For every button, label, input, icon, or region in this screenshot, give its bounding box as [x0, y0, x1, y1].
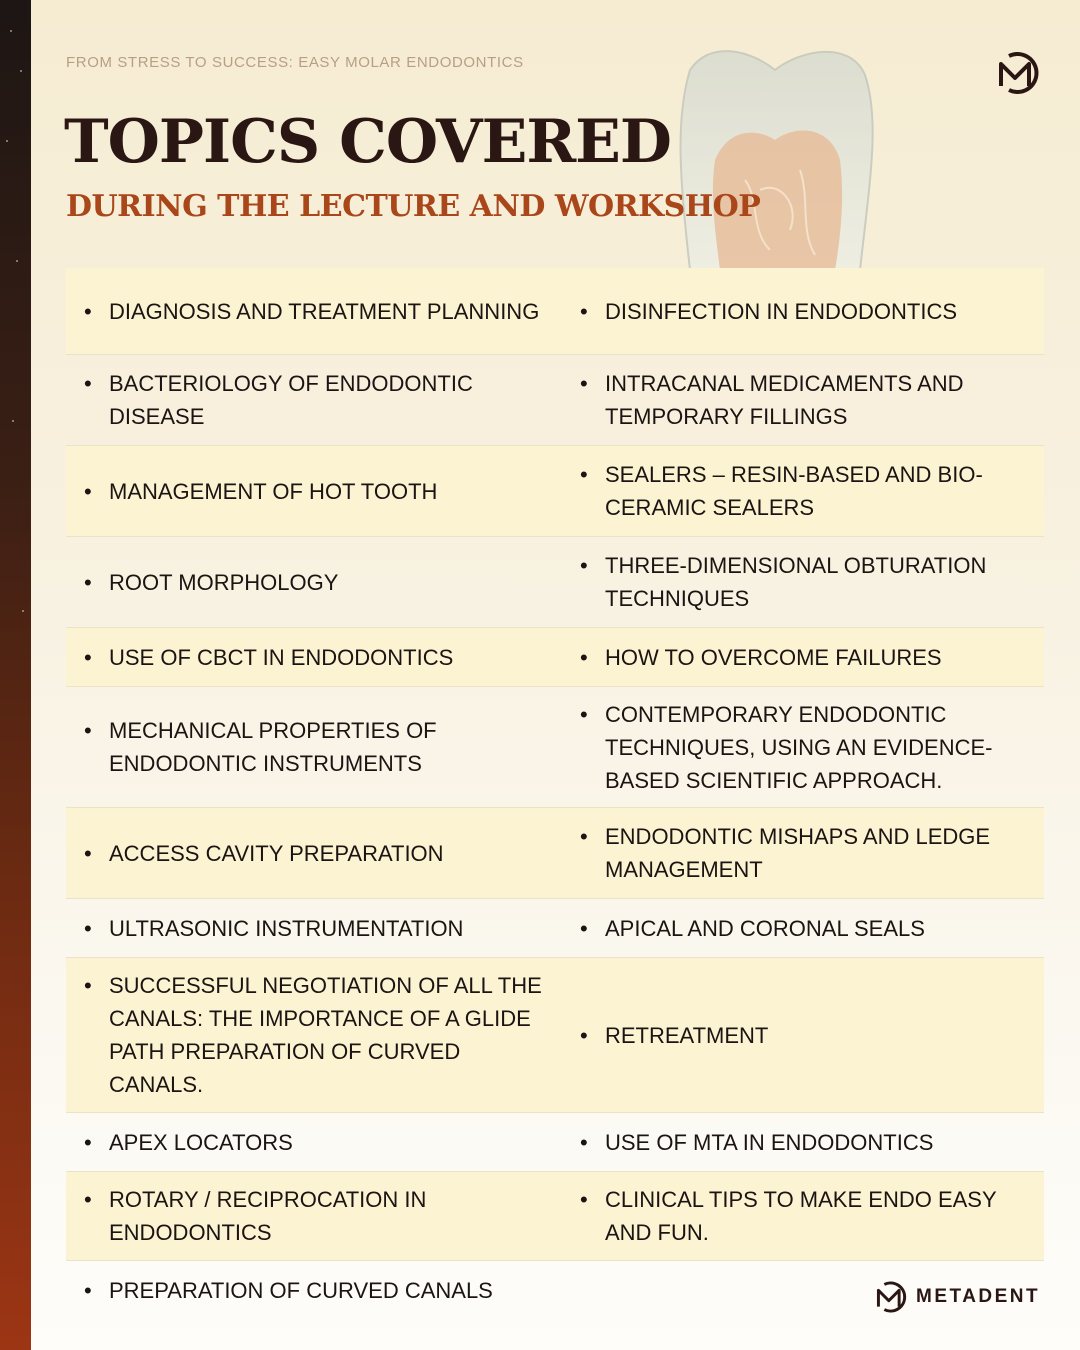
bullet-icon: • — [84, 569, 92, 595]
topic-text: APEX LOCATORS — [109, 1129, 293, 1155]
topic-text: USE OF MTA IN ENDODONTICS — [605, 1129, 934, 1155]
topic-cell-right — [576, 367, 1044, 433]
topic-text: MANAGEMENT OF HOT TOOTH — [109, 478, 438, 504]
bullet-icon: • — [84, 298, 92, 324]
topic-cell-left — [66, 367, 576, 433]
topic-text: CLINICAL TIPS TO MAKE ENDO EASY AND FUN. — [605, 1187, 997, 1245]
topic-cell-left — [66, 641, 576, 674]
topic-text: BACTERIOLOGY OF ENDODONTIC DISEASE — [109, 371, 473, 429]
brand-footer — [874, 1280, 1040, 1314]
bullet-icon: • — [580, 701, 588, 727]
topic-cell-left — [66, 475, 576, 508]
topic-cell-left — [66, 1274, 576, 1307]
topic-cell-left — [66, 912, 576, 945]
topic-row — [66, 1113, 1044, 1172]
topic-text: DISINFECTION IN ENDODONTICS — [605, 298, 958, 324]
topic-cell-right — [576, 912, 1044, 945]
topic-text: ROOT MORPHOLOGY — [109, 569, 339, 595]
bullet-icon: • — [84, 718, 92, 743]
bullet-icon: • — [580, 1129, 588, 1155]
bullet-icon: • — [580, 644, 588, 670]
topic-row — [66, 1172, 1044, 1261]
topic-cell-right — [576, 820, 1044, 886]
topic-row — [66, 628, 1044, 687]
topic-row — [66, 899, 1044, 958]
bullet-icon: • — [84, 1187, 92, 1212]
metadent-footer-icon — [874, 1280, 908, 1314]
topic-cell-left — [66, 566, 576, 599]
bullet-icon: • — [84, 915, 92, 941]
bullet-icon: • — [580, 915, 588, 941]
topic-row — [66, 537, 1044, 628]
topic-text: ENDODONTIC MISHAPS AND LEDGE MANAGEMENT — [605, 824, 991, 882]
topic-cell-right — [576, 295, 1044, 328]
topic-cell-left — [66, 714, 576, 780]
topic-text: RETREATMENT — [605, 1022, 769, 1048]
metadent-logo-icon — [995, 50, 1041, 96]
topic-cell-right — [576, 458, 1044, 524]
bullet-icon: • — [580, 553, 588, 578]
topic-row — [66, 446, 1044, 537]
topic-row — [66, 268, 1044, 355]
bullet-icon: • — [84, 1129, 92, 1155]
topic-row — [66, 687, 1044, 808]
side-accent-strip — [0, 0, 31, 1350]
page-title: TOPICS COVERED — [64, 107, 671, 177]
bullet-icon: • — [84, 644, 92, 670]
topic-cell-left — [66, 1126, 576, 1159]
topic-cell-right — [576, 1019, 1044, 1052]
topic-cell-right — [576, 1126, 1044, 1159]
topic-text: APICAL AND CORONAL SEALS — [605, 915, 925, 941]
topic-cell-left — [66, 837, 576, 870]
topic-text: ROTARY / RECIPROCATION IN ENDODONTICS — [109, 1187, 427, 1245]
tooth-illustration — [650, 30, 900, 270]
bullet-icon: • — [84, 371, 92, 396]
bullet-icon: • — [580, 462, 588, 487]
bullet-icon: • — [84, 1277, 92, 1303]
bullet-icon: • — [84, 973, 92, 998]
topic-cell-right — [576, 1183, 1044, 1249]
topic-text: ACCESS CAVITY PREPARATION — [109, 840, 444, 866]
bullet-icon: • — [580, 371, 588, 396]
topic-row — [66, 355, 1044, 446]
brand-name: METADENT — [916, 1286, 1041, 1307]
topic-text: DIAGNOSIS AND TREATMENT PLANNING — [109, 298, 540, 324]
bullet-icon: • — [84, 840, 92, 866]
topic-text: MECHANICAL PROPERTIES OF ENDODONTIC INSTRUMENTS — [109, 718, 437, 776]
topic-cell-right — [576, 641, 1044, 674]
topic-text: CONTEMPORARY ENDODONTIC TECHNIQUES, USING AN EVIDENCE-BASED SCIENTIFIC APPROACH. — [605, 701, 993, 793]
topic-text: INTRACANAL MEDICAMENTS AND TEMPORARY FILLINGS — [605, 371, 964, 429]
bullet-icon: • — [580, 298, 588, 324]
page-subtitle: DURING THE LECTURE AND WORKSHOP — [66, 189, 761, 224]
topic-cell-right — [576, 698, 1044, 797]
topic-text: HOW TO OVERCOME FAILURES — [605, 644, 942, 670]
topic-cell-left — [66, 1183, 576, 1249]
bullet-icon: • — [84, 478, 92, 504]
course-title: FROM STRESS TO SUCCESS: EASY MOLAR ENDODONTICS — [66, 54, 524, 71]
topics-table — [66, 268, 1044, 1319]
topic-text: SEALERS – RESIN-BASED AND BIO-CERAMIC SEALERS — [605, 462, 983, 520]
topic-row — [66, 958, 1044, 1113]
bullet-icon: • — [580, 824, 588, 849]
topic-text: USE OF CBCT IN ENDODONTICS — [109, 644, 454, 670]
bullet-icon: • — [580, 1022, 588, 1048]
topic-text: THREE-DIMENSIONAL OBTURATION TECHNIQUES — [605, 553, 987, 611]
topic-cell-left — [66, 969, 576, 1101]
topic-text: PREPARATION OF CURVED CANALS — [109, 1277, 493, 1303]
topic-row — [66, 808, 1044, 899]
topic-cell-right — [576, 549, 1044, 615]
bullet-icon: • — [580, 1187, 588, 1212]
topic-text: ULTRASONIC INSTRUMENTATION — [109, 915, 464, 941]
topic-text: SUCCESSFUL NEGOTIATION OF ALL THE CANALS: THE IMPORTANCE OF A GLIDE PATH PREPARATION OF CURVED CANALS. — [109, 973, 542, 1097]
topic-cell-left — [66, 295, 576, 328]
